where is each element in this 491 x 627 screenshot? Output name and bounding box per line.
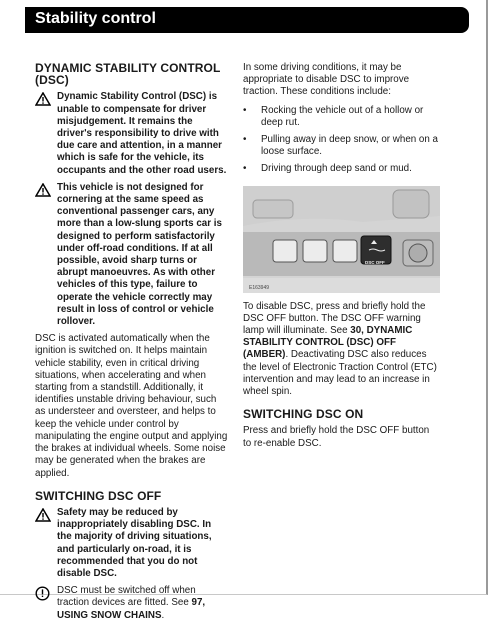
warning-triangle-icon bbox=[35, 507, 57, 580]
conditions-list bbox=[243, 105, 440, 176]
image-caption: E163949 bbox=[249, 284, 270, 291]
warning-triangle-icon bbox=[35, 182, 57, 328]
dsc-button-illustration bbox=[243, 186, 440, 293]
warning-block bbox=[35, 91, 228, 176]
note-text: DSC must be switched off when traction devices are fitted. See 97, USING SNOW CHAINS. bbox=[57, 585, 206, 621]
bullet-icon: • bbox=[243, 163, 247, 175]
right-column bbox=[243, 62, 440, 456]
warning-text: Safety may be reduced by inappropriately disabling DSC. In the majority of driving situations, and particularly on-road, it is recommended that you do not disable DSC. bbox=[57, 506, 212, 579]
heading-switching-on: SWITCHING DSC ON bbox=[243, 407, 364, 422]
body-paragraph: DSC is activated automatically when the ignition is switched on. It helps maintain vehicle stability, even in critical driving situations, when accelerating and when starting from a standstill. Additionally, it identifies unstable driving behaviour, such as understeer and oversteer, and helps to keep the vehicle under control by manipulating the engine output and applying the brakes at individual wheels. Some noise may be generated when the brakes are applied. bbox=[35, 333, 228, 479]
section-header bbox=[25, 7, 469, 33]
heading-switching-off: SWITCHING DSC OFF bbox=[35, 488, 162, 503]
warning-text: This vehicle is not designed for cornering at the same speed as conventional passenger cars, any more than a low-slung sports car is designed to perform satisfactorily under off-road conditions. If at all possible, avoid sharp turns or abrupt manoeuvres. As with other vehicles of this type, failure to operate the vehicle correctly may result in loss of control or vehicle rollover. bbox=[57, 181, 222, 328]
caution-circle-icon bbox=[35, 585, 57, 622]
list-item: • Pulling away in deep snow, or when on a loose surface. bbox=[243, 134, 439, 158]
cross-reference-link[interactable]: 30, DYNAMIC STABILITY CONTROL (DSC) OFF (AMBER) bbox=[243, 325, 413, 361]
list-item: • Driving through deep sand or mud. bbox=[243, 163, 412, 175]
bullet-icon: • bbox=[243, 134, 247, 146]
heading-dsc: DYNAMIC STABILITY CONTROL (DSC) bbox=[35, 61, 221, 88]
warning-text: Dynamic Stability Control (DSC) is unable to compensate for driver misjudgement. It remains the driver's responsibility to drive with due care and attention, in a manner which is safe for the vehicle, its occupants and the other road users. bbox=[57, 91, 227, 176]
dsc-off-button-label: DSC OFF bbox=[365, 259, 385, 265]
note-block bbox=[35, 585, 228, 622]
warning-block bbox=[35, 182, 228, 328]
body-paragraph: Press and briefly hold the DSC OFF button to re-enable DSC. bbox=[243, 425, 430, 449]
warning-block bbox=[35, 507, 228, 580]
body-paragraph: To disable DSC, press and briefly hold the DSC OFF button. The DSC OFF warning lamp will illuminate. See 30, DYNAMIC STABILITY CONTROL (DSC) OFF (AMBER). Deactivating DSC also reduces the level of Electronic Traction Control (ETC) intervention and may lead to an increase in wheel spin. bbox=[243, 300, 437, 398]
bullet-icon: • bbox=[243, 104, 247, 116]
cross-reference-link[interactable]: 97, USING SNOW CHAINS bbox=[57, 597, 206, 621]
list-item: • Rocking the vehicle out of a hollow or deep rut. bbox=[243, 104, 424, 128]
intro-paragraph: In some driving conditions, it may be appropriate to disable DSC to improve traction. These conditions include: bbox=[243, 62, 410, 98]
left-column bbox=[35, 62, 228, 627]
section-title: Stability control bbox=[35, 10, 156, 27]
warning-triangle-icon bbox=[35, 91, 57, 176]
